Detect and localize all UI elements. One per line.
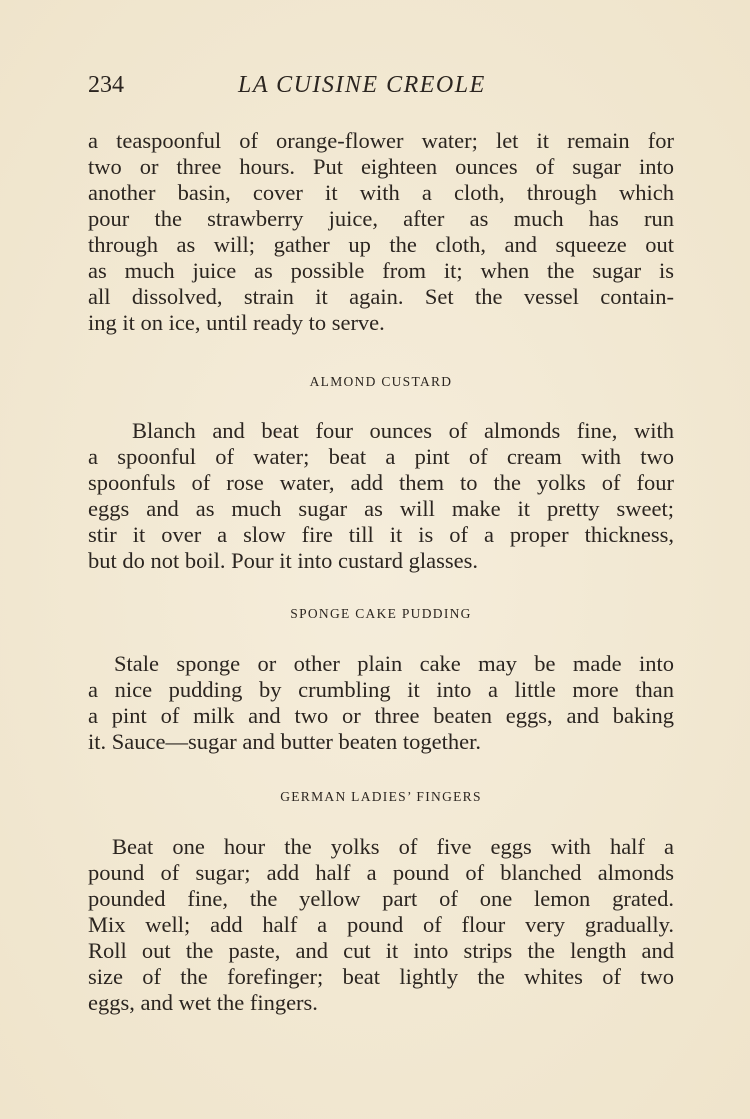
text-line: it. Sauce—sugar and butter beaten together. [88,729,481,754]
text-line: a nice pudding by crumbling it into a little more than [88,677,674,702]
text-line: a pint of milk and two or three beaten eggs, and baking [88,703,674,728]
page-number: 234 [88,72,124,98]
text-line: but do not boil. Pour it into custard glasses. [88,548,478,573]
paragraph-almond-custard [88,418,674,574]
paragraph-sponge-cake-pudding [88,651,674,755]
text-line: through as will; gather up the cloth, and squeeze out [88,232,674,257]
text-line: a teaspoonful of orange-flower water; let it remain for [88,128,674,153]
text-line: Stale sponge or other plain cake may be made into [114,651,674,676]
text-line: stir it over a slow fire till it is of a proper thickness, [88,522,674,547]
text-line: Blanch and beat four ounces of almonds fine, with [132,418,674,443]
text-line: eggs, and wet the fingers. [88,990,318,1015]
running-header [88,72,678,104]
text-line: spoonfuls of rose water, add them to the yolks of four [88,470,674,495]
text-line: a spoonful of water; beat a pint of cream with two [88,444,674,469]
recipe-heading-german-ladies-fingers: GERMAN LADIES’ FINGERS [280,789,482,804]
text-line: Roll out the paste, and cut it into strips the length and [88,938,674,963]
text-line: another basin, cover it with a cloth, through which [88,180,674,205]
text-line: eggs and as much sugar as will make it pretty sweet; [88,496,674,521]
text-line: ing it on ice, until ready to serve. [88,310,385,335]
paragraph-strawberry-continued [88,128,674,336]
recipe-heading-almond-custard: ALMOND CUSTARD [309,374,453,389]
text-line: size of the forefinger; beat lightly the whites of two [88,964,674,989]
text-line: pour the strawberry juice, after as much has run [88,206,674,231]
text-line: pounded fine, the yellow part of one lemon grated. [88,886,674,911]
text-line: all dissolved, strain it again. Set the vessel contain- [88,284,674,309]
text-line: two or three hours. Put eighteen ounces of sugar into [88,154,674,179]
text-line: Mix well; add half a pound of flour very gradually. [88,912,674,937]
running-title: LA CUISINE CREOLE [238,72,486,98]
text-line: pound of sugar; add half a pound of blanched almonds [88,860,674,885]
paragraph-german-ladies-fingers [88,834,674,1016]
text-line: as much juice as possible from it; when the sugar is [88,258,674,283]
recipe-heading-sponge-cake-pudding: SPONGE CAKE PUDDING [290,606,472,621]
text-line: Beat one hour the yolks of five eggs with half a [112,834,674,859]
